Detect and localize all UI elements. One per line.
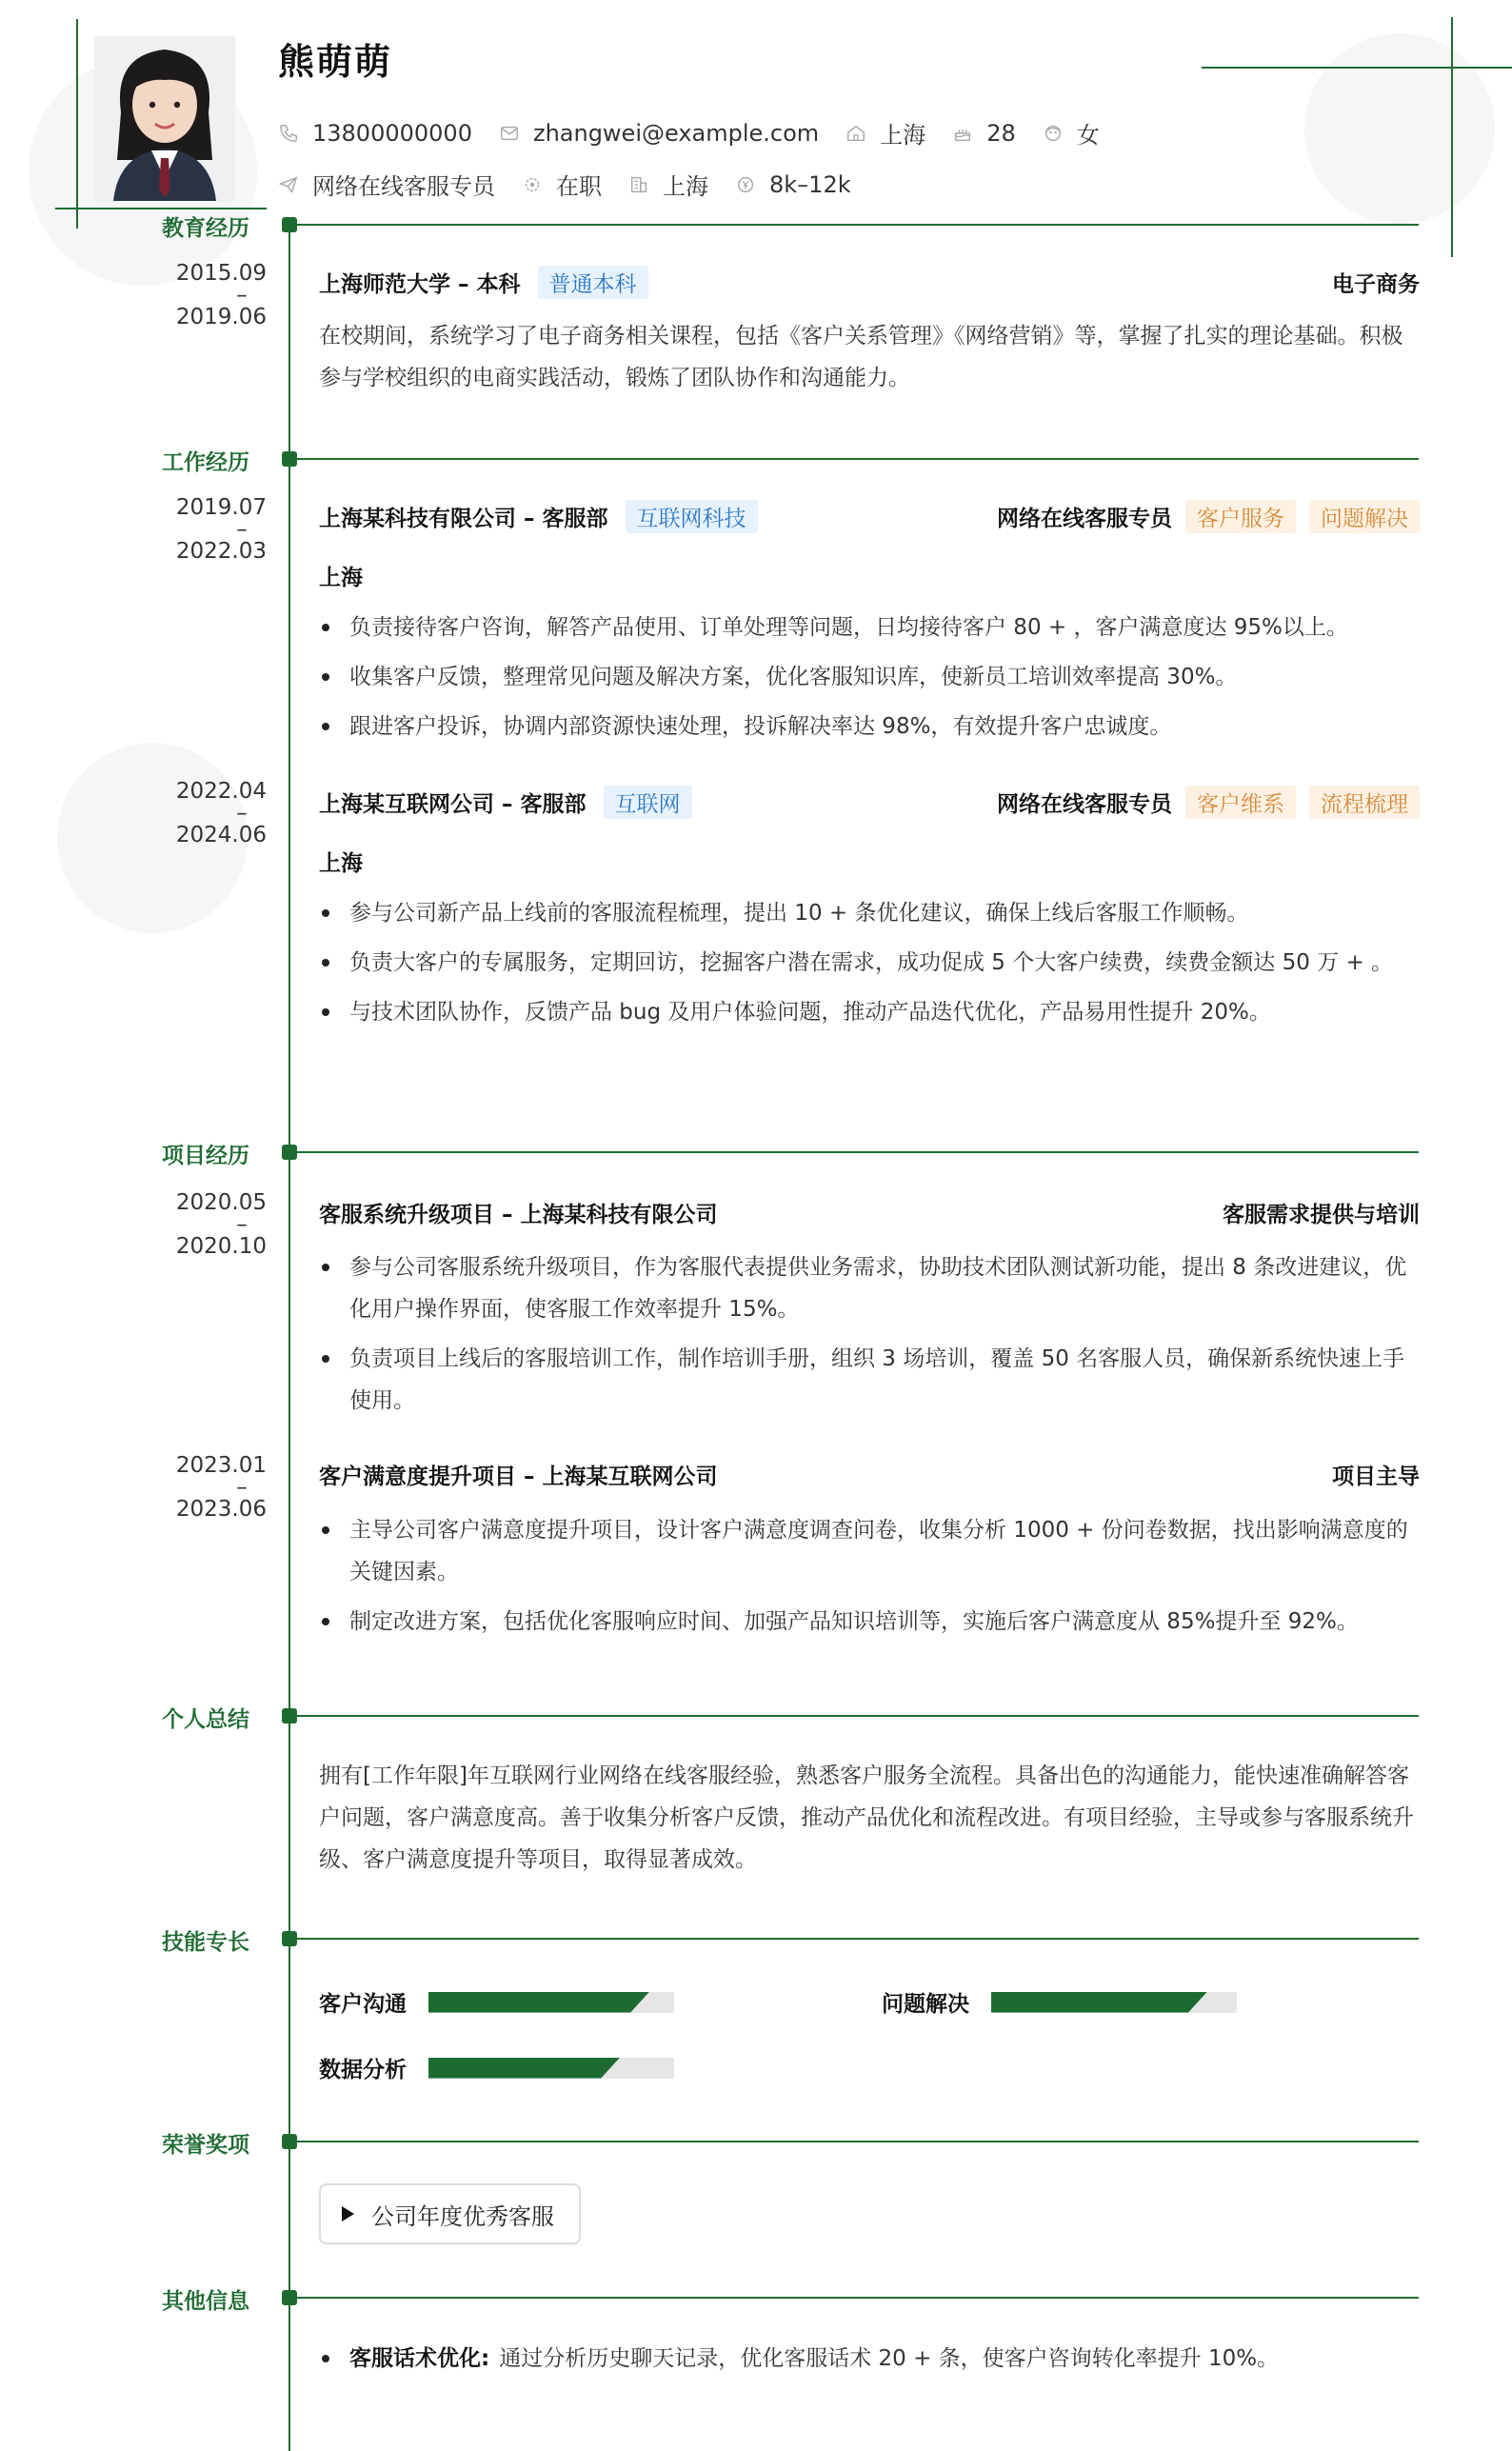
date-separator: – xyxy=(236,801,248,826)
decor-line xyxy=(1202,67,1512,69)
major: 电子商务 xyxy=(1332,272,1420,297)
job-position: 网络在线客服专员 xyxy=(997,507,1172,531)
section-marker xyxy=(282,1145,297,1160)
company-name: 上海某互联网公司 – 客服部 xyxy=(319,792,587,817)
date-separator: – xyxy=(236,1212,248,1237)
list-item: 制定改进方案，包括优化客服响应时间、加强产品知识培训等，实施后客户满意度从 85%提升至 92%。 xyxy=(319,1601,1423,1643)
email-icon xyxy=(499,123,520,144)
date-end: 2024.06 xyxy=(175,823,267,847)
date-separator: – xyxy=(236,1475,248,1500)
project-bullets xyxy=(319,1509,1423,1650)
skill-tag: 客户服务 xyxy=(1185,500,1296,533)
skill-tag: 问题解决 xyxy=(1309,500,1420,533)
decor-line xyxy=(76,19,78,229)
list-item: 跟进客户投诉，协调内部资源快速处理，投诉解决率达 98%，有效提升客户忠诚度。 xyxy=(319,706,1423,747)
section-divider xyxy=(297,1938,1419,1940)
skill-tag: 客户维系 xyxy=(1185,786,1296,819)
list-item xyxy=(319,2338,1423,2380)
award-item[interactable] xyxy=(319,2183,581,2244)
list-item: 与技术团队协作，反馈产品 bug 及用户体验问题，推动产品迭代优化，产品易用性提升 20%。 xyxy=(319,991,1423,1033)
date-end: 2020.10 xyxy=(175,1234,267,1259)
decor-circle xyxy=(1304,33,1495,224)
skill-item xyxy=(319,1986,674,2018)
section-divider xyxy=(297,1715,1419,1717)
email xyxy=(499,120,819,147)
section-marker xyxy=(282,217,297,232)
work-city: 上海 xyxy=(319,851,363,876)
project-role: 客服需求提供与培训 xyxy=(1223,1203,1420,1227)
date-start: 2023.01 xyxy=(175,1453,267,1478)
location-text: 上海 xyxy=(880,122,926,149)
home-icon xyxy=(846,123,866,144)
building-icon xyxy=(628,174,649,195)
project-name: 客服系统升级项目 – 上海某科技有限公司 xyxy=(319,1203,718,1227)
skill-item xyxy=(319,2052,674,2083)
list-item: 负责大客户的专属服务，定期回访，挖掘客户潜在需求，成功促成 5 个大客户续费，续费金额达 50 万 + 。 xyxy=(319,942,1423,984)
location xyxy=(846,116,925,149)
list-item: 参与公司客服系统升级项目，作为客服代表提供业务需求，协助技术团队测试新功能，提出 8 条改进建议，优化用户操作界面，使客服工作效率提升 15%。 xyxy=(319,1246,1423,1330)
section-marker xyxy=(282,1931,297,1946)
skill-bar xyxy=(428,1992,674,2013)
section-title-skills: 技能专长 xyxy=(162,1930,249,1955)
skill-name: 客户沟通 xyxy=(319,1992,407,2017)
job-status xyxy=(522,168,602,201)
section-divider xyxy=(297,2141,1419,2142)
skill-bar xyxy=(428,2058,674,2079)
phone-icon xyxy=(278,123,299,144)
other-key: 客服话术优化: xyxy=(349,2346,490,2371)
section-marker xyxy=(282,1708,297,1724)
cake-icon xyxy=(952,123,973,144)
school-tag: 普通本科 xyxy=(538,266,648,299)
date-start: 2020.05 xyxy=(175,1190,267,1215)
list-item: 负责接待客户咨询，解答产品使用、订单处理等问题，日均接待客户 80 + ，客户满意度达 95%以上。 xyxy=(319,607,1423,648)
skill-name: 数据分析 xyxy=(319,2058,407,2082)
work-header xyxy=(319,786,1420,819)
date-end: 2019.06 xyxy=(175,305,267,329)
project-bullets xyxy=(319,1246,1423,1429)
project-header xyxy=(319,1459,1420,1490)
avatar xyxy=(94,36,235,201)
skill-name: 问题解决 xyxy=(882,1992,969,2017)
section-divider xyxy=(297,1151,1419,1153)
section-marker xyxy=(282,451,297,467)
candidate-name: 熊萌萌 xyxy=(278,41,393,83)
skill-bar-fill xyxy=(428,1992,649,2013)
section-marker xyxy=(282,2134,297,2149)
education-header xyxy=(319,266,1420,299)
skill-bar-fill xyxy=(991,1992,1207,2013)
date-start: 2015.09 xyxy=(175,261,267,286)
date-range xyxy=(143,496,267,563)
section-title-education: 教育经历 xyxy=(162,216,249,241)
list-item: 参与公司新产品上线前的客服流程梳理，提出 10 + 条优化建议，确保上线后客服工作顺畅。 xyxy=(319,892,1423,934)
work-city: 上海 xyxy=(319,566,363,590)
date-range xyxy=(143,1454,267,1521)
job-position: 网络在线客服专员 xyxy=(997,792,1172,817)
section-title-awards: 荣誉奖项 xyxy=(162,2133,249,2158)
section-title-project: 项目经历 xyxy=(162,1144,249,1168)
play-icon xyxy=(342,2206,354,2222)
skill-bar xyxy=(991,1992,1237,2013)
other-value: 通过分析历史聊天记录，优化客服话术 20 + 条，使客户咨询转化率提升 10%。 xyxy=(499,2346,1280,2371)
section-divider xyxy=(297,224,1419,226)
phone xyxy=(278,120,472,147)
intent-position xyxy=(278,168,495,201)
contact-row xyxy=(278,116,1126,149)
date-separator: – xyxy=(236,517,248,542)
section-title-summary: 个人总结 xyxy=(162,1707,249,1732)
salary-text: 8k–12k xyxy=(769,170,851,198)
other-info-list xyxy=(319,2338,1423,2380)
section-divider xyxy=(297,458,1419,460)
salary xyxy=(735,171,851,198)
gender-text: 女 xyxy=(1076,122,1100,149)
decor-line xyxy=(55,208,267,209)
decor-line xyxy=(1451,17,1453,257)
intent-city xyxy=(628,168,708,201)
project-role: 项目主导 xyxy=(1332,1465,1420,1489)
award-name: 公司年度优秀客服 xyxy=(371,2202,554,2230)
summary-text: 拥有[工作年限]年互联网行业网络在线客服经验，熟悉客户服务全流程。具备出色的沟通能力，能快速准确解答客户问题，客户满意度高。善于收集分析客户反馈，推动产品优化和流程改进。有项目经验，主导或参与客服系统升级、客户满意度提升等项目，取得显著成效。 xyxy=(319,1764,1414,1872)
company-name: 上海某科技有限公司 – 客服部 xyxy=(319,507,608,531)
date-range xyxy=(143,780,267,847)
date-start: 2019.07 xyxy=(175,495,267,520)
gender xyxy=(1043,116,1100,149)
project-name: 客户满意度提升项目 – 上海某互联网公司 xyxy=(319,1465,718,1489)
job-status-text: 在职 xyxy=(556,173,602,200)
section-title-other: 其他信息 xyxy=(162,2289,249,2314)
project-header xyxy=(319,1197,1420,1228)
status-icon xyxy=(522,174,543,195)
education-description: 在校期间，系统学习了电子商务相关课程，包括《客户关系管理》《网络营销》等，掌握了扎实的理论基础。积极参与学校组织的电商实践活动，锻炼了团队协作和沟通能力。 xyxy=(319,324,1403,390)
date-end: 2023.06 xyxy=(175,1497,267,1522)
work-header xyxy=(319,500,1420,533)
date-range xyxy=(143,262,267,329)
phone-text: 13800000000 xyxy=(312,119,472,147)
age xyxy=(952,120,1016,147)
section-marker xyxy=(282,2290,297,2305)
company-tag: 互联网科技 xyxy=(626,500,758,533)
email-text: zhangwei@example.com xyxy=(532,119,820,147)
age-text: 28 xyxy=(986,119,1016,147)
date-start: 2022.04 xyxy=(175,779,267,804)
skill-item xyxy=(882,1986,1237,2018)
work-bullets xyxy=(319,607,1423,755)
work-bullets xyxy=(319,892,1423,1041)
intent-city-text: 上海 xyxy=(663,173,708,200)
date-end: 2022.03 xyxy=(175,539,267,564)
intent-position-text: 网络在线客服专员 xyxy=(312,173,495,200)
skill-bar-fill xyxy=(428,2058,620,2079)
date-separator: – xyxy=(236,283,248,308)
send-icon xyxy=(278,174,299,195)
date-range xyxy=(143,1191,267,1258)
company-tag: 互联网 xyxy=(604,786,692,819)
list-item: 收集客户反馈，整理常见问题及解决方案，优化客服知识库，使新员工培训效率提高 30%。 xyxy=(319,656,1423,698)
list-item: 主导公司客户满意度提升项目，设计客户满意度调查问卷，收集分析 1000 + 份问卷数据，找出影响满意度的关键因素。 xyxy=(319,1509,1423,1593)
list-item: 负责项目上线后的客服培训工作，制作培训手册，组织 3 场培训，覆盖 50 名客服人员，确保新系统快速上手使用。 xyxy=(319,1338,1423,1422)
skill-tag: 流程梳理 xyxy=(1309,786,1420,819)
gender-icon xyxy=(1043,123,1064,144)
section-title-work: 工作经历 xyxy=(162,450,249,475)
school-name: 上海师范大学 – 本科 xyxy=(319,272,521,297)
section-divider xyxy=(297,2297,1419,2299)
money-icon xyxy=(735,174,756,195)
timeline-line xyxy=(288,225,290,2451)
intent-row xyxy=(278,168,878,201)
